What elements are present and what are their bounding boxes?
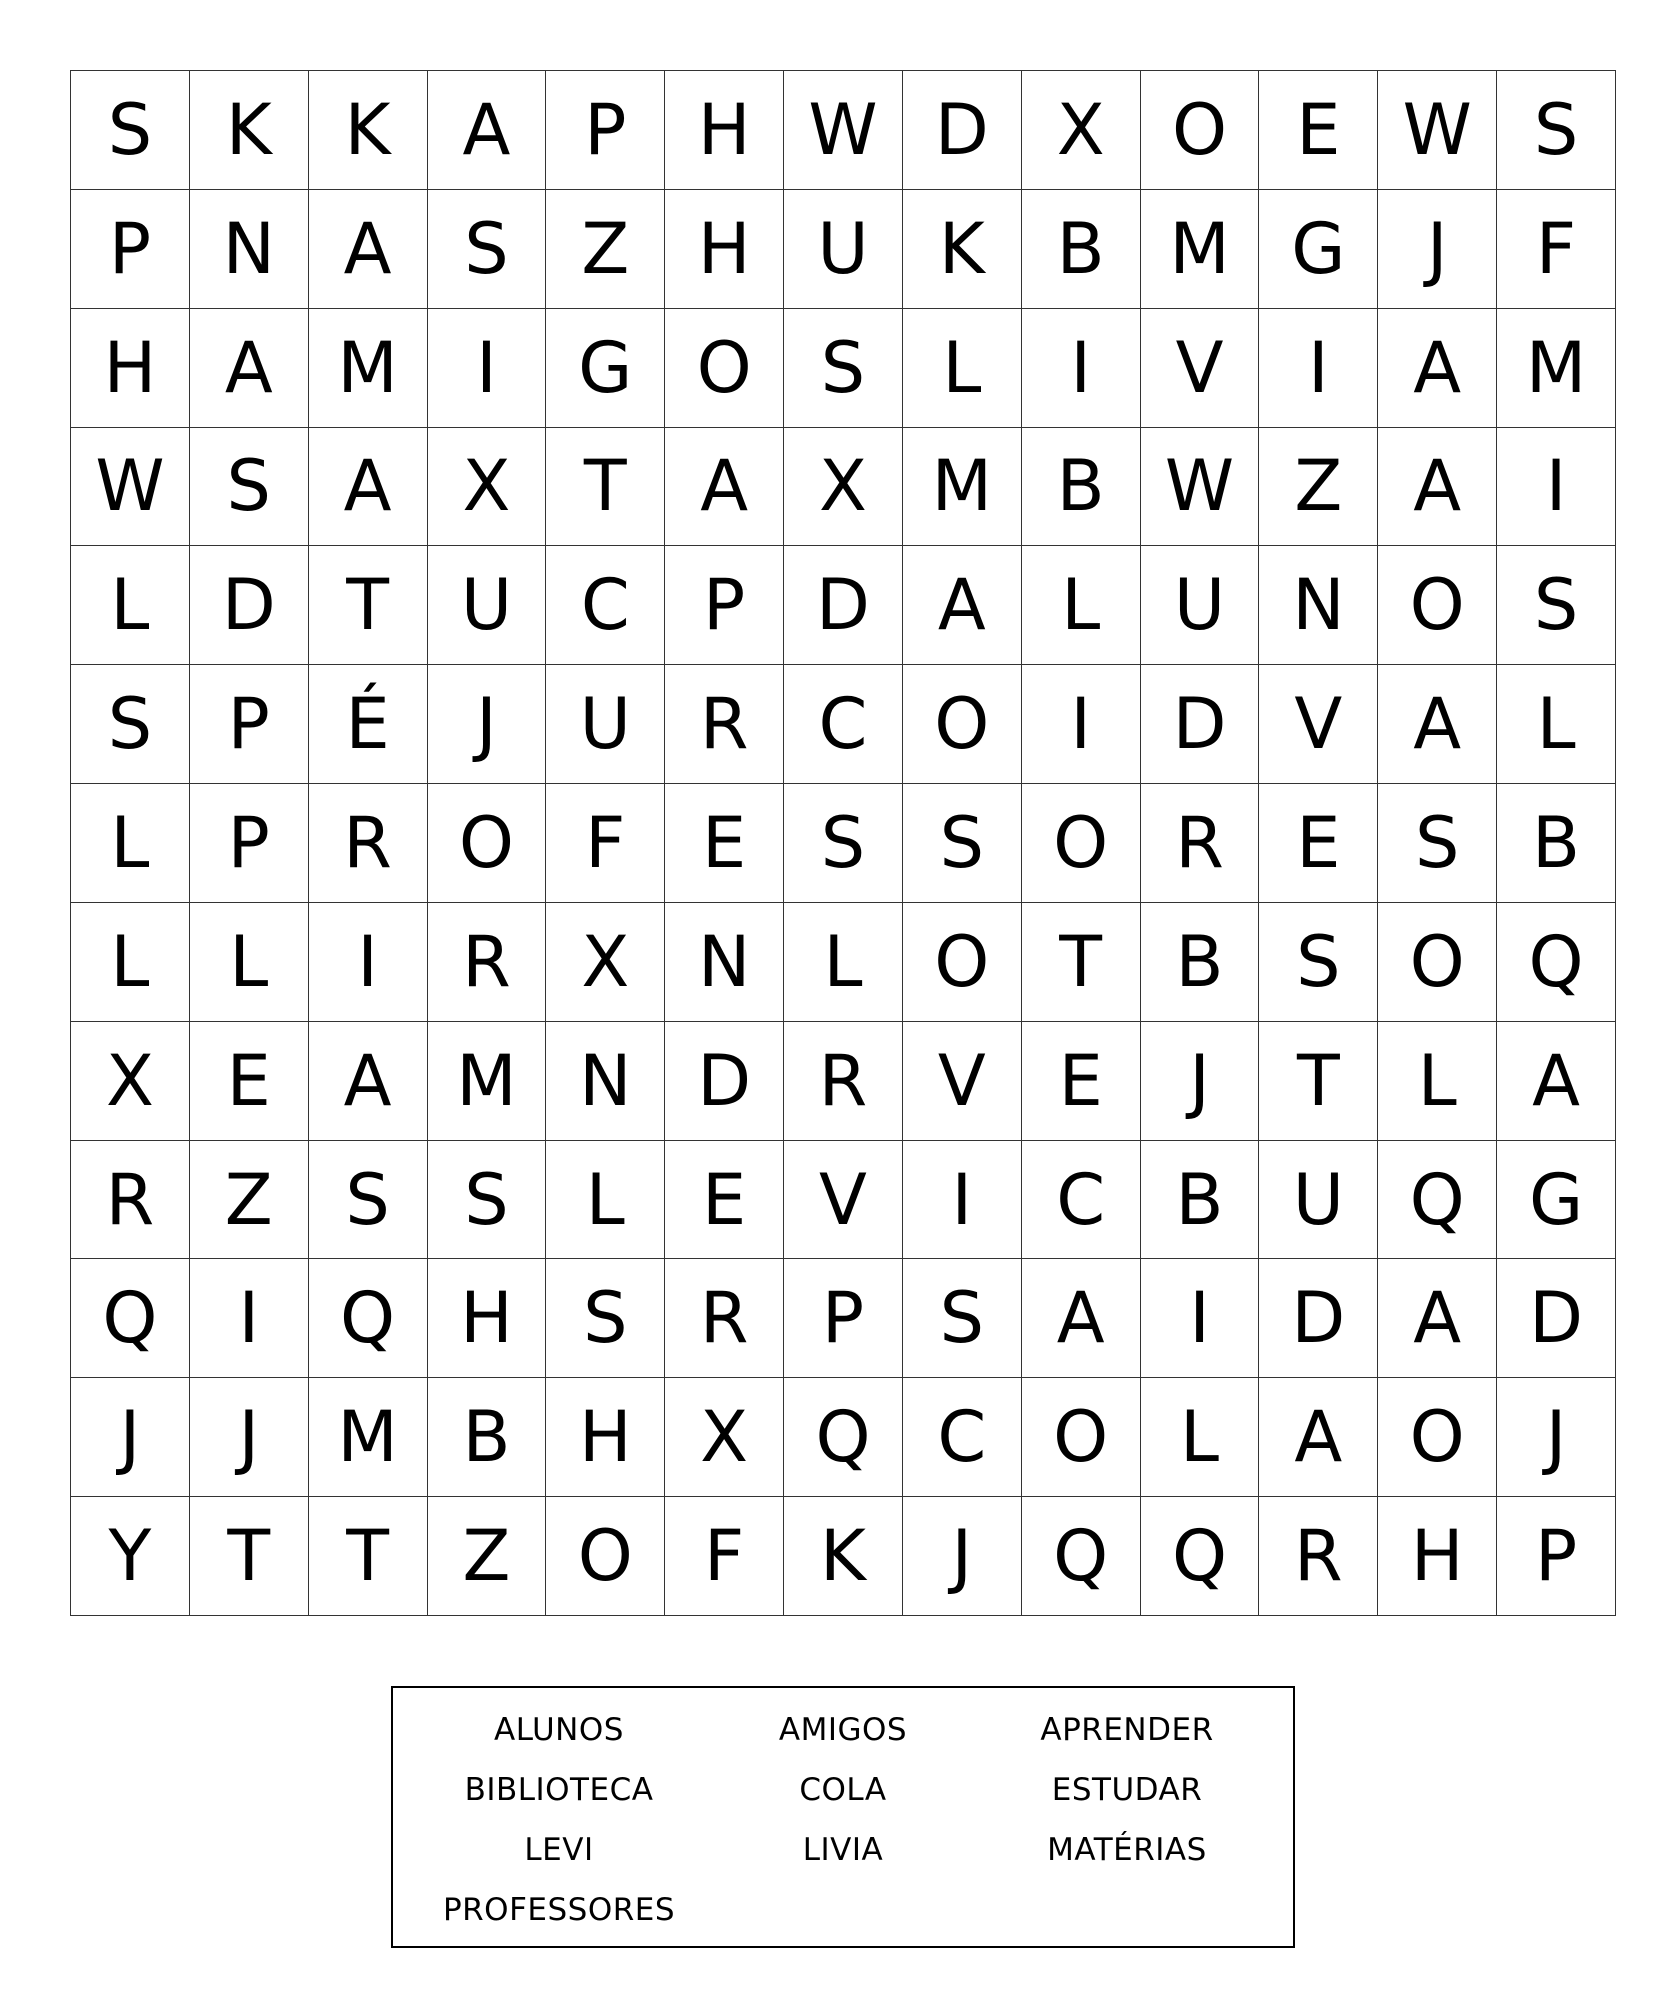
word-list-item: PROFESSORES xyxy=(442,1892,676,1928)
grid-cell[interactable]: T xyxy=(546,428,665,547)
grid-cell[interactable]: D xyxy=(1497,1259,1616,1378)
grid-cell[interactable]: R xyxy=(665,665,784,784)
grid-cell[interactable]: E xyxy=(665,784,784,903)
grid-cell[interactable]: J xyxy=(1378,190,1497,309)
grid-cell[interactable]: R xyxy=(784,1022,903,1141)
grid-cell[interactable]: H xyxy=(428,1259,547,1378)
grid-cell[interactable]: R xyxy=(665,1259,784,1378)
grid-cell[interactable]: J xyxy=(190,1378,309,1497)
grid-cell[interactable]: X xyxy=(428,428,547,547)
grid-cell[interactable]: O xyxy=(1022,1378,1141,1497)
word-list-item: AMIGOS xyxy=(778,1712,908,1748)
grid-cell[interactable]: S xyxy=(784,309,903,428)
grid-cell[interactable]: H xyxy=(1378,1497,1497,1616)
grid-cell[interactable]: C xyxy=(784,665,903,784)
grid-cell[interactable]: F xyxy=(546,784,665,903)
grid-cell[interactable]: L xyxy=(546,1141,665,1260)
grid-cell[interactable]: A xyxy=(903,546,1022,665)
word-list-item: LIVIA xyxy=(802,1832,884,1868)
grid-cell[interactable]: P xyxy=(71,190,190,309)
grid-cell[interactable]: D xyxy=(1141,665,1260,784)
grid-cell[interactable]: S xyxy=(903,784,1022,903)
grid-cell[interactable]: B xyxy=(1022,428,1141,547)
grid-cell[interactable]: O xyxy=(903,665,1022,784)
grid-cell[interactable]: X xyxy=(1022,71,1141,190)
grid-cell[interactable]: X xyxy=(784,428,903,547)
grid-cell[interactable]: U xyxy=(1259,1141,1378,1260)
grid-cell[interactable]: U xyxy=(546,665,665,784)
grid-cell[interactable]: N xyxy=(190,190,309,309)
grid-cell[interactable]: R xyxy=(428,903,547,1022)
grid-cell[interactable]: L xyxy=(1378,1022,1497,1141)
grid-cell[interactable]: E xyxy=(190,1022,309,1141)
grid-cell[interactable]: É xyxy=(309,665,428,784)
grid-cell[interactable]: O xyxy=(428,784,547,903)
grid-cell[interactable]: O xyxy=(1022,784,1141,903)
grid-cell[interactable]: S xyxy=(1497,546,1616,665)
grid-cell[interactable]: O xyxy=(546,1497,665,1616)
grid-cell[interactable]: D xyxy=(190,546,309,665)
grid-cell[interactable]: A xyxy=(1497,1022,1616,1141)
grid-cell[interactable]: I xyxy=(903,1141,1022,1260)
grid-cell[interactable]: R xyxy=(1259,1497,1378,1616)
grid-cell[interactable]: T xyxy=(1022,903,1141,1022)
grid-cell[interactable]: L xyxy=(71,903,190,1022)
grid-cell[interactable]: Q xyxy=(309,1259,428,1378)
grid-cell[interactable]: P xyxy=(665,546,784,665)
grid-cell[interactable]: S xyxy=(1497,71,1616,190)
grid-cell[interactable]: I xyxy=(190,1259,309,1378)
grid-cell[interactable]: E xyxy=(665,1141,784,1260)
grid-cell[interactable]: N xyxy=(546,1022,665,1141)
grid-cell[interactable]: A xyxy=(190,309,309,428)
grid-cell[interactable]: B xyxy=(1497,784,1616,903)
grid-cell[interactable]: Q xyxy=(71,1259,190,1378)
grid-cell[interactable]: O xyxy=(1141,71,1260,190)
grid-cell[interactable]: K xyxy=(190,71,309,190)
grid-cell[interactable]: B xyxy=(1141,903,1260,1022)
grid-cell[interactable]: E xyxy=(1259,784,1378,903)
grid-cell[interactable]: Q xyxy=(1378,1141,1497,1260)
grid-cell[interactable]: J xyxy=(1141,1022,1260,1141)
grid-cell[interactable]: X xyxy=(71,1022,190,1141)
grid-cell[interactable]: M xyxy=(309,1378,428,1497)
grid-cell[interactable]: D xyxy=(1259,1259,1378,1378)
grid-cell[interactable]: I xyxy=(309,903,428,1022)
grid-cell[interactable]: W xyxy=(71,428,190,547)
grid-cell[interactable]: E xyxy=(1259,71,1378,190)
grid-cell[interactable]: P xyxy=(1497,1497,1616,1616)
grid-cell[interactable]: T xyxy=(309,1497,428,1616)
grid-cell[interactable]: P xyxy=(190,784,309,903)
grid-cell[interactable]: M xyxy=(309,309,428,428)
grid-cell[interactable]: O xyxy=(665,309,784,428)
grid-cell[interactable]: A xyxy=(665,428,784,547)
grid-cell[interactable]: U xyxy=(784,190,903,309)
grid-cell[interactable]: R xyxy=(1141,784,1260,903)
grid-cell[interactable]: O xyxy=(903,903,1022,1022)
grid-cell[interactable]: J xyxy=(1497,1378,1616,1497)
grid-cell[interactable]: K xyxy=(309,71,428,190)
word-list-item: ALUNOS xyxy=(494,1712,624,1748)
grid-cell[interactable]: H xyxy=(665,71,784,190)
grid-cell[interactable]: Z xyxy=(546,190,665,309)
grid-cell[interactable]: Q xyxy=(1141,1497,1260,1616)
grid-cell[interactable]: S xyxy=(71,665,190,784)
grid-cell[interactable]: V xyxy=(1259,665,1378,784)
grid-cell[interactable]: L xyxy=(71,546,190,665)
grid-cell[interactable]: S xyxy=(903,1259,1022,1378)
grid-cell[interactable]: N xyxy=(1259,546,1378,665)
grid-cell[interactable]: M xyxy=(903,428,1022,547)
grid-cell[interactable]: C xyxy=(903,1378,1022,1497)
grid-cell[interactable]: R xyxy=(71,1141,190,1260)
grid-cell[interactable]: I xyxy=(1022,665,1141,784)
grid-cell[interactable]: J xyxy=(428,665,547,784)
word-list-item: APRENDER xyxy=(1040,1712,1214,1748)
grid-cell[interactable]: S xyxy=(546,1259,665,1378)
grid-cell[interactable]: R xyxy=(309,784,428,903)
word-list-item: LEVI xyxy=(524,1832,594,1868)
grid-cell[interactable]: A xyxy=(1022,1259,1141,1378)
grid-cell[interactable]: I xyxy=(1022,309,1141,428)
grid-cell[interactable]: S xyxy=(1259,903,1378,1022)
word-list-item: BIBLIOTECA xyxy=(464,1772,654,1808)
grid-cell[interactable]: C xyxy=(546,546,665,665)
grid-cell[interactable]: A xyxy=(309,428,428,547)
grid-cell[interactable]: I xyxy=(1141,1259,1260,1378)
grid-cell[interactable]: T xyxy=(190,1497,309,1616)
grid-cell[interactable]: S xyxy=(1378,784,1497,903)
letter-grid xyxy=(70,70,1616,1616)
grid-cell[interactable]: G xyxy=(546,309,665,428)
grid-cell[interactable]: S xyxy=(784,784,903,903)
grid-cell[interactable]: A xyxy=(309,1022,428,1141)
grid-cell[interactable]: E xyxy=(1022,1022,1141,1141)
grid-cell[interactable]: W xyxy=(784,71,903,190)
grid-cell[interactable]: K xyxy=(784,1497,903,1616)
grid-cell[interactable]: O xyxy=(1378,1378,1497,1497)
grid-cell[interactable]: A xyxy=(1259,1378,1378,1497)
grid-cell[interactable]: L xyxy=(71,784,190,903)
grid-cell[interactable]: V xyxy=(1141,309,1260,428)
grid-cell[interactable]: D xyxy=(784,546,903,665)
grid-cell[interactable]: S xyxy=(190,428,309,547)
grid-cell[interactable]: L xyxy=(903,309,1022,428)
grid-cell[interactable]: L xyxy=(1141,1378,1260,1497)
grid-cell[interactable]: W xyxy=(1378,71,1497,190)
grid-cell[interactable]: A xyxy=(1378,665,1497,784)
grid-cell[interactable]: I xyxy=(428,309,547,428)
word-list-item: MATÉRIAS xyxy=(1047,1832,1207,1868)
grid-cell[interactable]: A xyxy=(1378,1259,1497,1378)
grid-cell[interactable]: U xyxy=(428,546,547,665)
grid-cell[interactable]: B xyxy=(1022,190,1141,309)
grid-cell[interactable]: J xyxy=(903,1497,1022,1616)
grid-cell[interactable]: P xyxy=(190,665,309,784)
grid-cell[interactable]: L xyxy=(1497,665,1616,784)
grid-cell[interactable]: O xyxy=(1378,903,1497,1022)
grid-cell[interactable]: H xyxy=(71,309,190,428)
grid-cell[interactable]: Z xyxy=(428,1497,547,1616)
grid-cell[interactable]: N xyxy=(665,903,784,1022)
grid-cell[interactable]: A xyxy=(1378,428,1497,547)
word-list-item: COLA xyxy=(799,1772,887,1808)
grid-cell[interactable]: Z xyxy=(190,1141,309,1260)
grid-cell[interactable]: Q xyxy=(784,1378,903,1497)
grid-cell[interactable]: L xyxy=(784,903,903,1022)
grid-cell[interactable]: S xyxy=(428,190,547,309)
grid-cell[interactable]: D xyxy=(665,1022,784,1141)
grid-cell[interactable]: H xyxy=(665,190,784,309)
grid-cell[interactable]: L xyxy=(190,903,309,1022)
word-list-item: ESTUDAR xyxy=(1051,1772,1203,1808)
grid-cell[interactable]: H xyxy=(546,1378,665,1497)
grid-cell[interactable]: U xyxy=(1141,546,1260,665)
grid-cell[interactable]: C xyxy=(1022,1141,1141,1260)
grid-cell[interactable]: S xyxy=(309,1141,428,1260)
grid-cell[interactable]: P xyxy=(546,71,665,190)
grid-cell[interactable]: S xyxy=(428,1141,547,1260)
grid-cell[interactable]: M xyxy=(428,1022,547,1141)
word-list xyxy=(391,1686,1295,1948)
grid-cell[interactable]: O xyxy=(1378,546,1497,665)
grid-cell[interactable]: W xyxy=(1141,428,1260,547)
grid-cell[interactable]: M xyxy=(1497,309,1616,428)
grid-cell[interactable]: X xyxy=(665,1378,784,1497)
grid-cell[interactable]: B xyxy=(428,1378,547,1497)
grid-cell[interactable]: P xyxy=(784,1259,903,1378)
grid-cell[interactable]: F xyxy=(665,1497,784,1616)
grid-cell[interactable]: A xyxy=(309,190,428,309)
grid-cell[interactable]: M xyxy=(1141,190,1260,309)
grid-cell[interactable]: Y xyxy=(71,1497,190,1616)
grid-cell[interactable]: I xyxy=(1259,309,1378,428)
grid-cell[interactable]: D xyxy=(903,71,1022,190)
grid-cell[interactable]: I xyxy=(1497,428,1616,547)
grid-cell[interactable]: Q xyxy=(1497,903,1616,1022)
grid-cell[interactable]: G xyxy=(1497,1141,1616,1260)
grid-cell[interactable]: V xyxy=(903,1022,1022,1141)
grid-cell[interactable]: Q xyxy=(1022,1497,1141,1616)
grid-cell[interactable]: Z xyxy=(1259,428,1378,547)
grid-cell[interactable]: B xyxy=(1141,1141,1260,1260)
grid-cell[interactable]: T xyxy=(1259,1022,1378,1141)
grid-cell[interactable]: V xyxy=(784,1141,903,1260)
grid-cell[interactable]: X xyxy=(546,903,665,1022)
grid-cell[interactable]: S xyxy=(71,71,190,190)
grid-cell[interactable]: G xyxy=(1259,190,1378,309)
grid-cell[interactable]: T xyxy=(309,546,428,665)
grid-cell[interactable]: L xyxy=(1022,546,1141,665)
grid-cell[interactable]: A xyxy=(428,71,547,190)
grid-cell[interactable]: A xyxy=(1378,309,1497,428)
grid-cell[interactable]: F xyxy=(1497,190,1616,309)
grid-cell[interactable]: J xyxy=(71,1378,190,1497)
grid-cell[interactable]: K xyxy=(903,190,1022,309)
